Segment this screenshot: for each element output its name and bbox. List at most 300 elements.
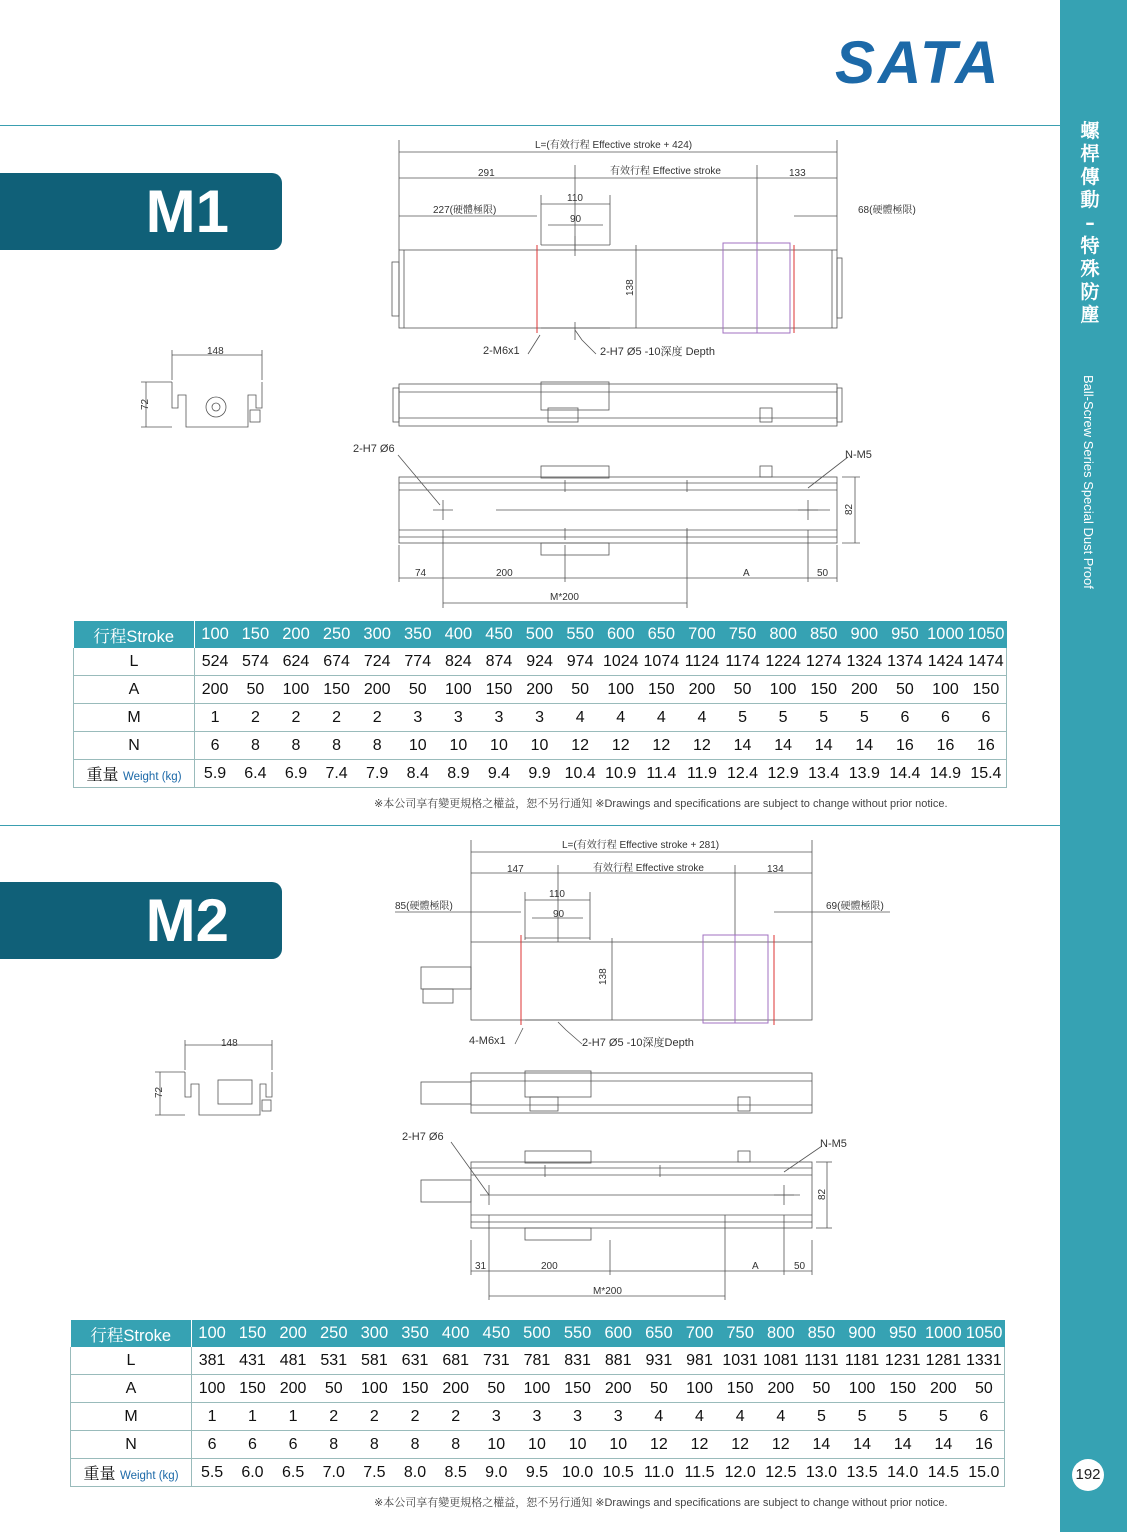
table-cell: 1474 <box>966 648 1007 676</box>
table-row <box>74 621 1007 648</box>
table-cell: 150 <box>316 676 357 704</box>
table-cell: 10 <box>598 1431 639 1459</box>
table-cell: 6 <box>273 1431 314 1459</box>
table-cell: 10.4 <box>560 760 601 788</box>
table-cell: 2 <box>316 704 357 732</box>
row-label <box>74 648 195 676</box>
table-cell: 8 <box>316 732 357 760</box>
m2-label-nm5: N-M5 <box>820 1138 847 1150</box>
m1-label-m6: 2-M6x1 <box>483 345 520 357</box>
table-cell: 1 <box>195 704 236 732</box>
m2-spec-table <box>70 1320 1005 1487</box>
table-cell: 3 <box>598 1403 639 1431</box>
table-cell: 200 <box>435 1375 476 1403</box>
table-cell: 1324 <box>844 648 885 676</box>
table-cell: 724 <box>357 648 398 676</box>
m2-label-h7-bottom: 2-H7 Ø6 <box>402 1131 444 1143</box>
row-label <box>74 704 195 732</box>
table-cell: 400 <box>435 1320 476 1347</box>
table-cell: 12.9 <box>763 760 804 788</box>
table-cell: 150 <box>232 1375 273 1403</box>
table-row <box>71 1347 1005 1375</box>
table-cell: 50 <box>885 676 926 704</box>
row-label <box>74 760 195 788</box>
table-cell: 10 <box>397 732 438 760</box>
table-cell: 4 <box>682 704 723 732</box>
table-cell: 100 <box>276 676 317 704</box>
table-cell: 6 <box>925 704 966 732</box>
table-cell: 5.9 <box>195 760 236 788</box>
table-cell: 14 <box>763 732 804 760</box>
table-cell: 200 <box>276 621 317 648</box>
table-cell: 1000 <box>925 621 966 648</box>
table-row <box>74 648 1007 676</box>
table-cell: 200 <box>844 676 885 704</box>
table-cell: 11.5 <box>679 1459 720 1487</box>
table-cell: 5 <box>882 1403 923 1431</box>
table-row <box>71 1459 1005 1487</box>
row-label-text: M <box>127 708 141 726</box>
table-cell: 300 <box>354 1320 395 1347</box>
table-cell: 700 <box>679 1320 720 1347</box>
table-cell: 3 <box>397 704 438 732</box>
table-cell: 50 <box>313 1375 354 1403</box>
table-cell: 150 <box>232 1320 273 1347</box>
table-cell: 9.4 <box>479 760 520 788</box>
m2-dim-90: 90 <box>553 909 565 920</box>
table-cell: 1050 <box>964 1320 1005 1347</box>
table-cell: 100 <box>763 676 804 704</box>
m2-dim-50: 50 <box>794 1261 806 1272</box>
table-cell: 100 <box>195 621 236 648</box>
table-cell: 1174 <box>722 648 763 676</box>
table-cell: 1181 <box>842 1347 883 1375</box>
table-cell: 13.5 <box>842 1459 883 1487</box>
table-cell: 5 <box>844 704 885 732</box>
table-cell: 6.4 <box>235 760 276 788</box>
row-label-text: Weight (kg) <box>119 1470 179 1482</box>
table-cell: 1050 <box>966 621 1007 648</box>
m1-dim-50: 50 <box>817 568 829 579</box>
table-cell: 6 <box>195 732 236 760</box>
table-cell: 800 <box>760 1320 801 1347</box>
table-cell: 850 <box>801 1320 842 1347</box>
row-label <box>71 1431 192 1459</box>
m2-dim-72: 72 <box>154 1086 165 1098</box>
sidebar-char: 動 <box>1080 189 1100 211</box>
m2-label-h7-top: 2-H7 Ø5 -10深度Depth <box>582 1037 694 1049</box>
m1-notice: ※本公司享有變更規格之權益，恕不另行通知 ※Drawings and specifications are subject to change without prior notice. <box>374 798 948 810</box>
m1-dim-138: 138 <box>625 279 636 296</box>
m2-dim-left: 147 <box>507 864 524 875</box>
table-cell: 8.0 <box>395 1459 436 1487</box>
table-cell: 450 <box>479 621 520 648</box>
table-cell: 650 <box>639 1320 680 1347</box>
table-cell: 12.5 <box>760 1459 801 1487</box>
m2-technical-drawing <box>0 830 1060 1310</box>
table-cell: 100 <box>517 1375 558 1403</box>
table-cell: 9.9 <box>519 760 560 788</box>
m2-dim-a: A <box>752 1261 759 1272</box>
table-cell: 881 <box>598 1347 639 1375</box>
weight-label <box>83 1466 178 1483</box>
table-cell: 10.5 <box>598 1459 639 1487</box>
table-cell: 500 <box>519 621 560 648</box>
table-cell: 681 <box>435 1347 476 1375</box>
table-cell: 450 <box>476 1320 517 1347</box>
table-cell: 1081 <box>760 1347 801 1375</box>
table-cell: 1024 <box>600 648 641 676</box>
table-cell: 781 <box>517 1347 558 1375</box>
table-cell: 150 <box>720 1375 761 1403</box>
table-cell: 200 <box>195 676 236 704</box>
table-row <box>71 1375 1005 1403</box>
row-label-text: 重量 <box>86 767 119 784</box>
table-cell: 1 <box>273 1403 314 1431</box>
table-cell: 4 <box>641 704 682 732</box>
table-cell: 11.0 <box>639 1459 680 1487</box>
table-cell: 12 <box>639 1431 680 1459</box>
table-cell: 774 <box>397 648 438 676</box>
table-cell: 10 <box>557 1431 598 1459</box>
table-cell: 400 <box>438 621 479 648</box>
table-cell: 150 <box>395 1375 436 1403</box>
table-cell: 674 <box>316 648 357 676</box>
row-label <box>74 676 195 704</box>
table-cell: 11.9 <box>682 760 723 788</box>
m2-dim-110: 110 <box>549 889 565 900</box>
table-cell: 14 <box>722 732 763 760</box>
table-cell: 50 <box>235 676 276 704</box>
table-cell: 874 <box>479 648 520 676</box>
table-cell: 4 <box>679 1403 720 1431</box>
table-cell: 9.0 <box>476 1459 517 1487</box>
table-cell: 550 <box>560 621 601 648</box>
m1-dim-72: 72 <box>140 398 151 410</box>
table-row <box>71 1403 1005 1431</box>
m1-dim-148: 148 <box>207 346 224 357</box>
table-cell: 9.5 <box>517 1459 558 1487</box>
table-cell: 6 <box>192 1431 233 1459</box>
table-cell: 824 <box>438 648 479 676</box>
table-cell: 2 <box>357 704 398 732</box>
row-label-text: A <box>128 680 140 698</box>
table-cell: 1331 <box>964 1347 1005 1375</box>
table-cell: 5 <box>763 704 804 732</box>
sidebar-char: 桿 <box>1080 143 1100 165</box>
table-cell: 200 <box>760 1375 801 1403</box>
table-cell: 100 <box>354 1375 395 1403</box>
table-cell: 700 <box>682 621 723 648</box>
row-label-text: N <box>128 736 140 754</box>
m2-dim-82: 82 <box>817 1188 828 1200</box>
m1-dim-overall: L=(有效行程 Effective stroke + 424) <box>535 140 693 151</box>
table-cell: 900 <box>844 621 885 648</box>
table-cell: 5 <box>842 1403 883 1431</box>
m1-dim-hard-limit-right: 68(硬體極限) <box>858 205 916 216</box>
sidebar-char: 塵 <box>1080 304 1100 326</box>
table-cell: 531 <box>313 1347 354 1375</box>
table-cell: 16 <box>925 732 966 760</box>
table-cell: 100 <box>600 676 641 704</box>
table-cell: 15.4 <box>966 760 1007 788</box>
m2-dim-hard-limit-right: 69(硬體極限) <box>826 901 884 912</box>
table-cell: 1000 <box>923 1320 964 1347</box>
table-cell: 50 <box>560 676 601 704</box>
m2-dim-right: 134 <box>767 864 784 875</box>
table-cell: 14 <box>801 1431 842 1459</box>
m1-label-h7-bottom: 2-H7 Ø6 <box>353 443 395 455</box>
table-cell: 6 <box>966 704 1007 732</box>
table-cell: 14.4 <box>885 760 926 788</box>
row-label <box>74 621 195 648</box>
table-cell: 8 <box>354 1431 395 1459</box>
table-cell: 12.4 <box>722 760 763 788</box>
sidebar-char: 防 <box>1080 281 1100 303</box>
table-row <box>71 1320 1005 1347</box>
table-cell: 4 <box>560 704 601 732</box>
table-cell: 100 <box>679 1375 720 1403</box>
table-cell: 15.0 <box>964 1459 1005 1487</box>
table-cell: 831 <box>557 1347 598 1375</box>
table-cell: 200 <box>923 1375 964 1403</box>
table-cell: 981 <box>679 1347 720 1375</box>
row-label <box>74 732 195 760</box>
table-cell: 12 <box>641 732 682 760</box>
table-cell: 7.9 <box>357 760 398 788</box>
table-cell: 850 <box>803 621 844 648</box>
table-cell: 574 <box>235 648 276 676</box>
table-cell: 50 <box>964 1375 1005 1403</box>
table-cell: 8 <box>395 1431 436 1459</box>
table-cell: 1374 <box>885 648 926 676</box>
sidebar-char: 殊 <box>1080 258 1100 280</box>
sidebar-series-zh <box>1078 120 1102 327</box>
table-cell: 1224 <box>763 648 804 676</box>
table-cell: 7.0 <box>313 1459 354 1487</box>
table-cell: 12 <box>682 732 723 760</box>
table-cell: 931 <box>639 1347 680 1375</box>
table-cell: 8 <box>435 1431 476 1459</box>
row-label-text: Weight (kg) <box>122 771 182 783</box>
weight-label <box>86 767 181 784</box>
table-cell: 10.0 <box>557 1459 598 1487</box>
table-cell: 5 <box>803 704 844 732</box>
table-cell: 50 <box>722 676 763 704</box>
table-cell: 13.4 <box>803 760 844 788</box>
table-cell: 14 <box>923 1431 964 1459</box>
table-cell: 731 <box>476 1347 517 1375</box>
m1-spec-table <box>73 621 1007 788</box>
table-cell: 14 <box>882 1431 923 1459</box>
table-cell: 2 <box>395 1403 436 1431</box>
table-cell: 13.9 <box>844 760 885 788</box>
table-cell: 10 <box>438 732 479 760</box>
table-cell: 6.0 <box>232 1459 273 1487</box>
table-cell: 5 <box>801 1403 842 1431</box>
table-cell: 150 <box>966 676 1007 704</box>
table-cell: 8 <box>313 1431 354 1459</box>
table-cell: 16 <box>966 732 1007 760</box>
table-cell: 150 <box>641 676 682 704</box>
table-cell: 481 <box>273 1347 314 1375</box>
table-cell: 4 <box>720 1403 761 1431</box>
table-cell: 6.5 <box>273 1459 314 1487</box>
m2-dim-overall: L=(有效行程 Effective stroke + 281) <box>562 840 720 851</box>
table-cell: 524 <box>195 648 236 676</box>
page-number: 192 <box>1072 1459 1104 1491</box>
table-cell: 581 <box>354 1347 395 1375</box>
table-cell: 300 <box>357 621 398 648</box>
table-cell: 100 <box>925 676 966 704</box>
table-cell: 14 <box>803 732 844 760</box>
table-cell: 12 <box>600 732 641 760</box>
table-cell: 100 <box>438 676 479 704</box>
table-cell: 200 <box>598 1375 639 1403</box>
table-cell: 250 <box>316 621 357 648</box>
table-cell: 3 <box>438 704 479 732</box>
m1-dim-74: 74 <box>415 568 427 579</box>
table-cell: 550 <box>557 1320 598 1347</box>
m1-dim-hard-limit-left: 227(硬體極限) <box>433 205 497 216</box>
row-label-text: L <box>129 652 139 670</box>
table-cell: 1274 <box>803 648 844 676</box>
m1-dim-m200: M*200 <box>550 592 579 603</box>
table-cell: 200 <box>273 1320 314 1347</box>
m1-technical-drawing <box>0 0 1060 620</box>
m1-label-nm5: N-M5 <box>845 449 872 461</box>
table-cell: 600 <box>598 1320 639 1347</box>
table-cell: 150 <box>557 1375 598 1403</box>
model-tag-m2: M2 <box>0 882 282 959</box>
sidebar-char: 螺 <box>1080 120 1100 142</box>
m1-dim-stroke: 有效行程 Effective stroke <box>610 166 721 177</box>
table-cell: 750 <box>722 621 763 648</box>
table-cell: 8.5 <box>435 1459 476 1487</box>
table-cell: 5 <box>923 1403 964 1431</box>
table-cell: 500 <box>517 1320 558 1347</box>
table-cell: 6 <box>964 1403 1005 1431</box>
m1-spec-table-body <box>74 621 1007 788</box>
row-label-text: 行程Stroke <box>90 1326 172 1345</box>
m1-dim-82: 82 <box>844 503 855 515</box>
m1-dim-left: 291 <box>478 168 495 179</box>
table-cell: 3 <box>479 704 520 732</box>
table-cell: 13.0 <box>801 1459 842 1487</box>
table-cell: 200 <box>273 1375 314 1403</box>
table-cell: 14.5 <box>923 1459 964 1487</box>
m2-dim-200: 200 <box>541 1261 558 1272</box>
table-cell: 250 <box>313 1320 354 1347</box>
table-cell: 12 <box>679 1431 720 1459</box>
sidebar-series-en: Ball-Screw Series Special Dust Proof <box>1081 375 1096 589</box>
table-cell: 200 <box>519 676 560 704</box>
table-cell: 100 <box>842 1375 883 1403</box>
table-cell: 12 <box>760 1431 801 1459</box>
table-cell: 16 <box>964 1431 1005 1459</box>
table-cell: 1124 <box>682 648 723 676</box>
table-cell: 200 <box>682 676 723 704</box>
table-cell: 600 <box>600 621 641 648</box>
table-row <box>74 732 1007 760</box>
table-cell: 5 <box>722 704 763 732</box>
table-cell: 8.4 <box>397 760 438 788</box>
m2-dim-hard-limit-left: 85(硬體極限) <box>395 901 453 912</box>
table-cell: 50 <box>397 676 438 704</box>
table-cell: 650 <box>641 621 682 648</box>
m1-dim-right: 133 <box>789 168 806 179</box>
table-cell: 800 <box>763 621 804 648</box>
table-cell: 6.9 <box>276 760 317 788</box>
row-label-text: N <box>125 1435 137 1453</box>
table-cell: 14 <box>842 1431 883 1459</box>
table-cell: 631 <box>395 1347 436 1375</box>
table-cell: 7.4 <box>316 760 357 788</box>
table-cell: 150 <box>882 1375 923 1403</box>
sidebar-char: 特 <box>1080 235 1100 257</box>
table-cell: 431 <box>232 1347 273 1375</box>
table-cell: 950 <box>882 1320 923 1347</box>
table-cell: 3 <box>519 704 560 732</box>
table-cell: 150 <box>235 621 276 648</box>
table-cell: 900 <box>842 1320 883 1347</box>
table-cell: 8 <box>276 732 317 760</box>
table-cell: 1424 <box>925 648 966 676</box>
table-cell: 11.4 <box>641 760 682 788</box>
row-label <box>71 1347 192 1375</box>
row-label <box>71 1403 192 1431</box>
m2-dim-138: 138 <box>598 968 609 985</box>
table-cell: 200 <box>357 676 398 704</box>
table-cell: 3 <box>517 1403 558 1431</box>
m2-dim-stroke: 有效行程 Effective stroke <box>593 863 704 874</box>
table-cell: 4 <box>760 1403 801 1431</box>
sidebar-char: – <box>1085 212 1095 234</box>
table-cell: 150 <box>479 676 520 704</box>
m2-dim-148: 148 <box>221 1038 238 1049</box>
table-cell: 14.0 <box>882 1459 923 1487</box>
m2-notice: ※本公司享有變更規格之權益，恕不另行通知 ※Drawings and specifications are subject to change without prior notice. <box>374 1497 948 1509</box>
table-row <box>71 1431 1005 1459</box>
table-cell: 12 <box>720 1431 761 1459</box>
table-cell: 381 <box>192 1347 233 1375</box>
section-divider <box>0 825 1060 826</box>
row-label-text: 重量 <box>83 1466 116 1483</box>
table-cell: 7.5 <box>354 1459 395 1487</box>
table-row <box>74 704 1007 732</box>
table-cell: 10 <box>476 1431 517 1459</box>
model-tag-m1: M1 <box>0 173 282 250</box>
table-cell: 2 <box>354 1403 395 1431</box>
table-cell: 974 <box>560 648 601 676</box>
m2-spec-table-body <box>71 1320 1005 1487</box>
table-cell: 1 <box>192 1403 233 1431</box>
table-cell: 1231 <box>882 1347 923 1375</box>
table-cell: 50 <box>801 1375 842 1403</box>
m1-dim-a: A <box>743 568 750 579</box>
table-cell: 2 <box>235 704 276 732</box>
table-cell: 4 <box>600 704 641 732</box>
table-cell: 6 <box>885 704 926 732</box>
table-cell: 1281 <box>923 1347 964 1375</box>
table-cell: 14 <box>844 732 885 760</box>
row-label-text: 行程Stroke <box>93 627 175 646</box>
m2-dim-m200: M*200 <box>593 1286 622 1297</box>
table-cell: 3 <box>476 1403 517 1431</box>
table-cell: 16 <box>885 732 926 760</box>
table-cell: 1031 <box>720 1347 761 1375</box>
sata-logo: SATA <box>835 29 1002 96</box>
